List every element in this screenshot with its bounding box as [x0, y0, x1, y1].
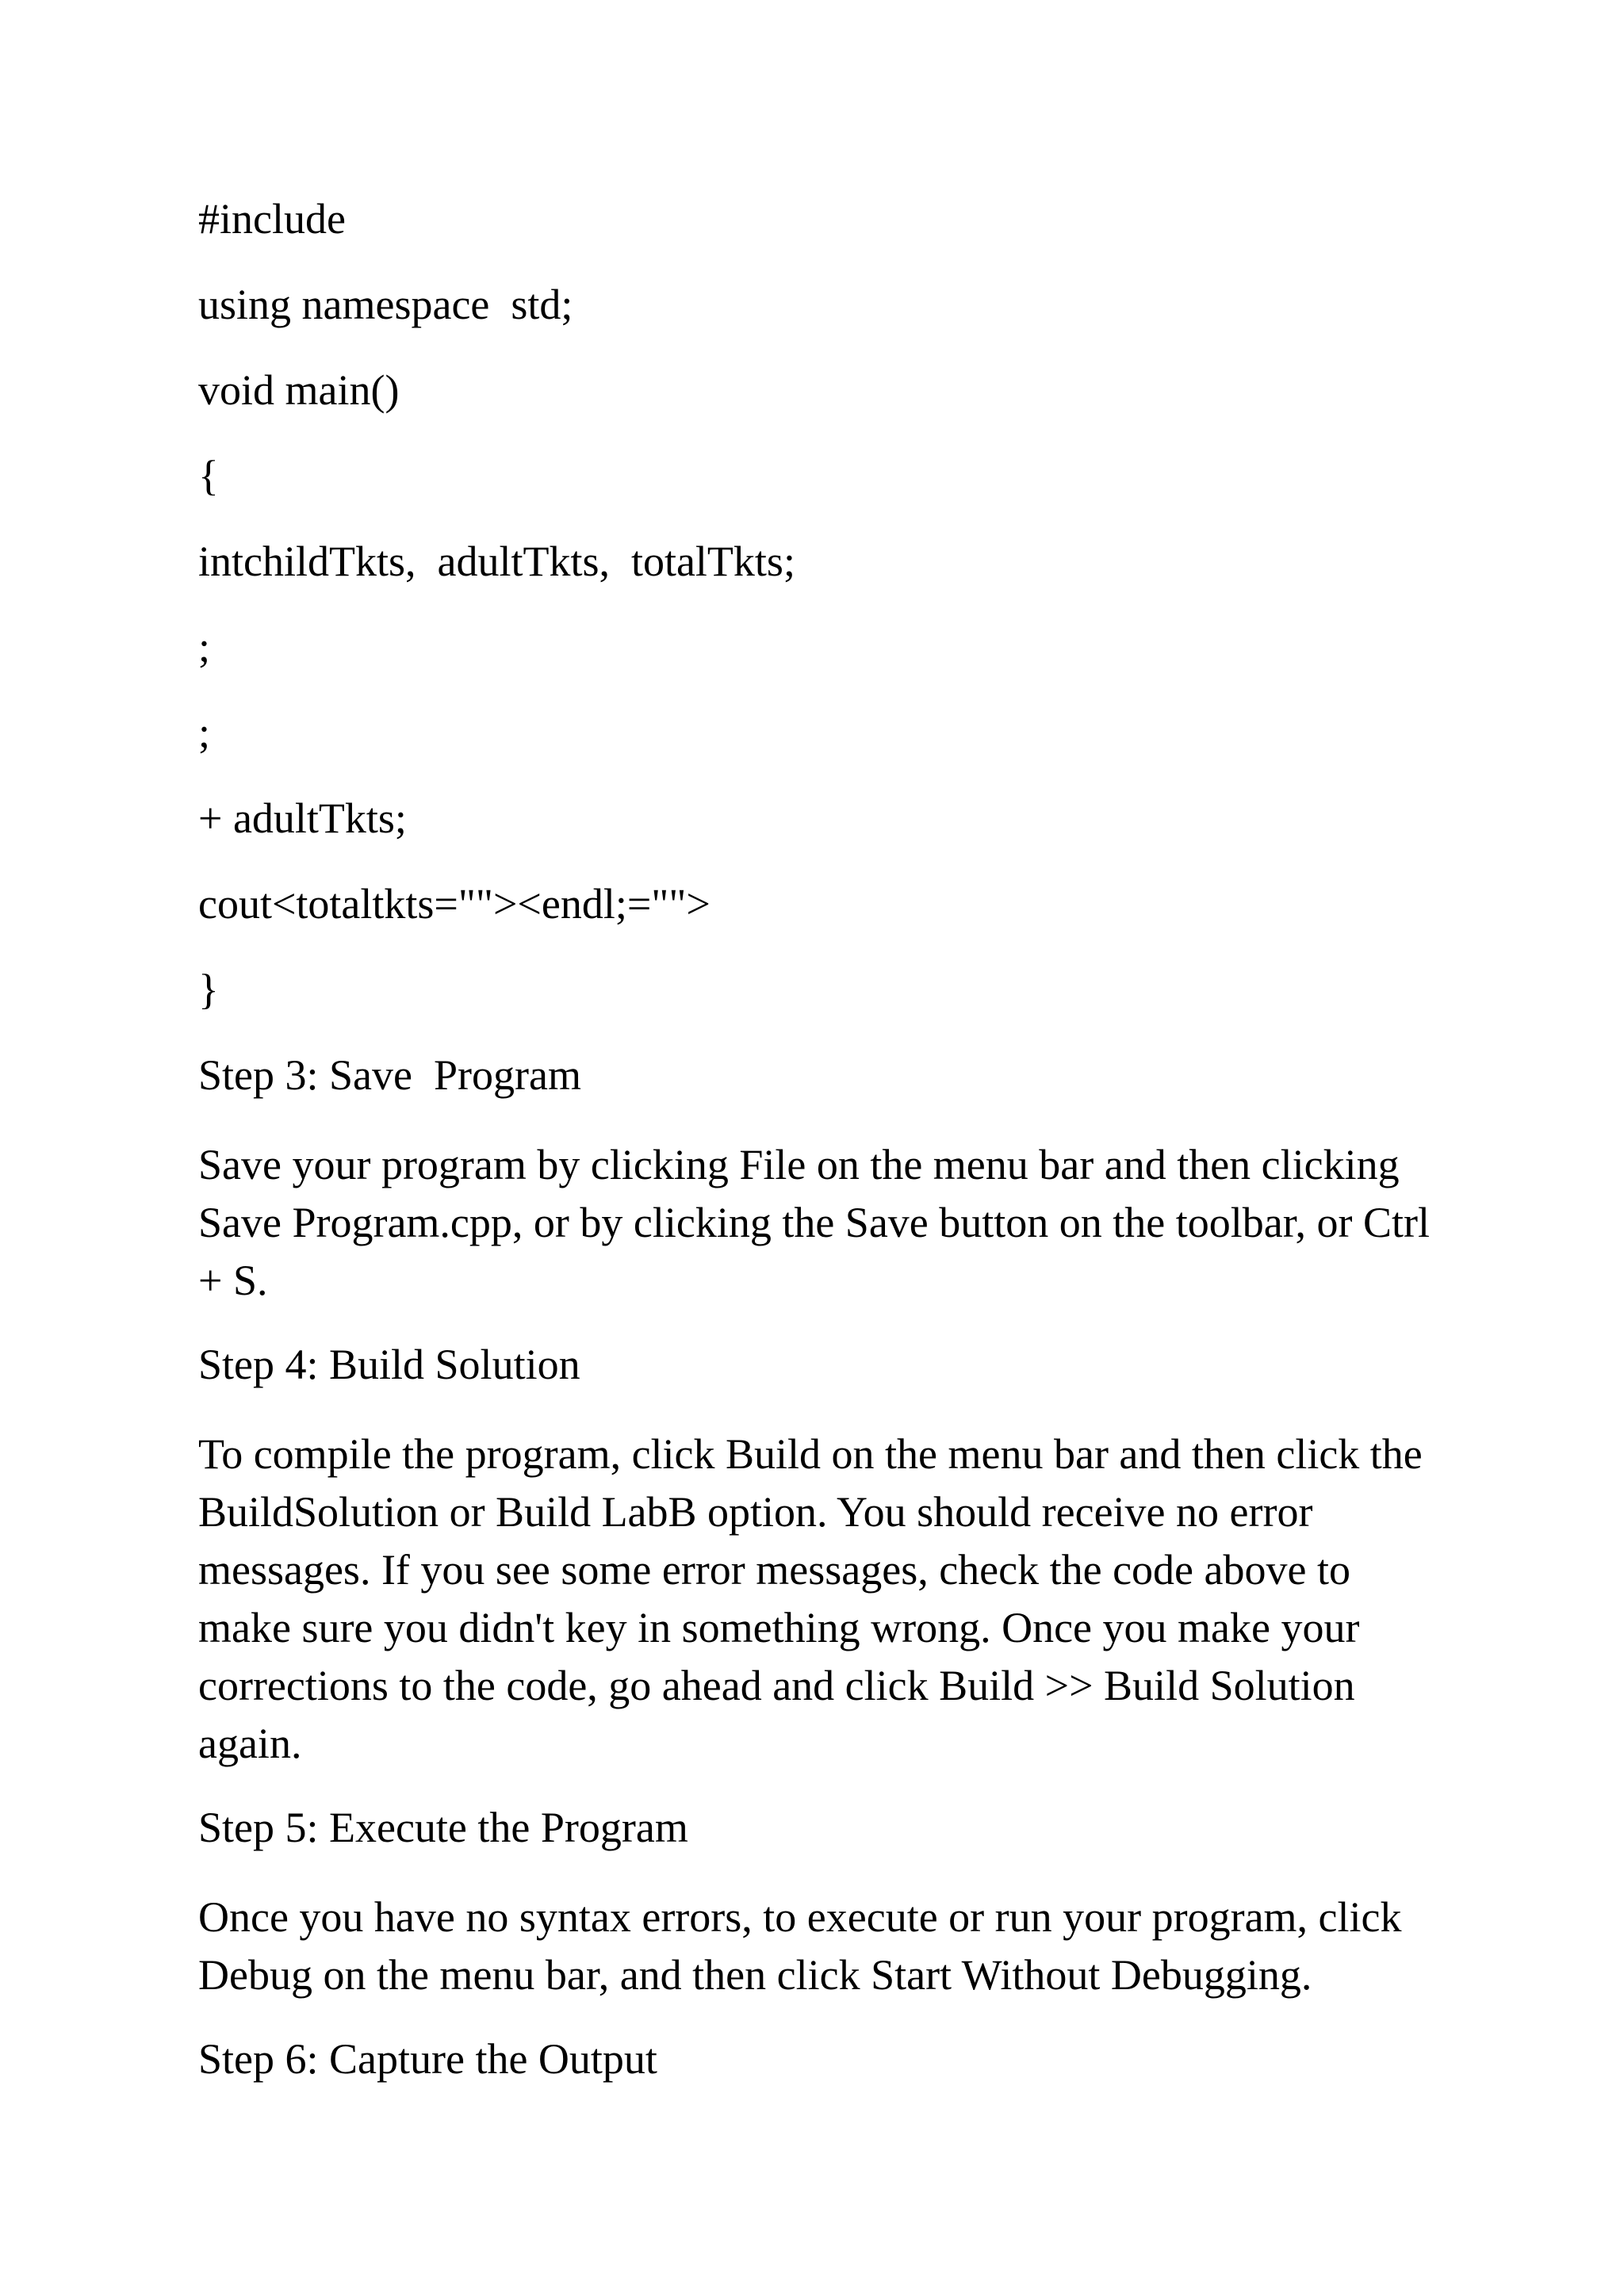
code-line-namespace: using namespace std; — [198, 281, 573, 328]
code-line-close-brace: } — [198, 966, 219, 1013]
step-4-body: To compile the program, click Build on the menu bar and then click the BuildSolution or Build LabB option. You should receive no error messages. If you see some error messages, check the code above to make sure you didn't key in something wrong. Once you make your corrections to the code, go ahead and click Build >> Build Solution again. — [198, 1430, 1423, 1767]
step-3-body: Save your program by clicking File on the menu bar and then clicking Save Program.cpp, or by clicking the Save button on the toolbar, or Ctrl + S. — [198, 1141, 1431, 1304]
document-content — [198, 194, 1435, 2120]
code-line-include: #include — [198, 195, 346, 243]
step-5-body: Once you have no syntax errors, to execute or run your program, click Debug on the menu bar, and then click Start Without Debugging. — [198, 1893, 1402, 1999]
step-4-heading: Step 4: Build Solution — [198, 1341, 580, 1388]
step-5-heading: Step 5: Execute the Program — [198, 1804, 688, 1851]
code-line-cout: cout<totaltkts=""><endl;=""> — [198, 880, 710, 928]
code-line-semicolon-1: ; — [198, 623, 211, 671]
code-line-open-brace: { — [198, 452, 219, 499]
code-line-semicolon-2: ; — [198, 709, 211, 756]
code-line-sum: + adultTkts; — [198, 794, 407, 842]
step-6-heading: Step 6: Capture the Output — [198, 2035, 657, 2083]
code-line-declarations: intchildTkts, adultTkts, totalTkts; — [198, 538, 795, 585]
code-line-main: void main() — [198, 366, 400, 414]
step-3-heading: Step 3: Save Program — [198, 1051, 581, 1099]
